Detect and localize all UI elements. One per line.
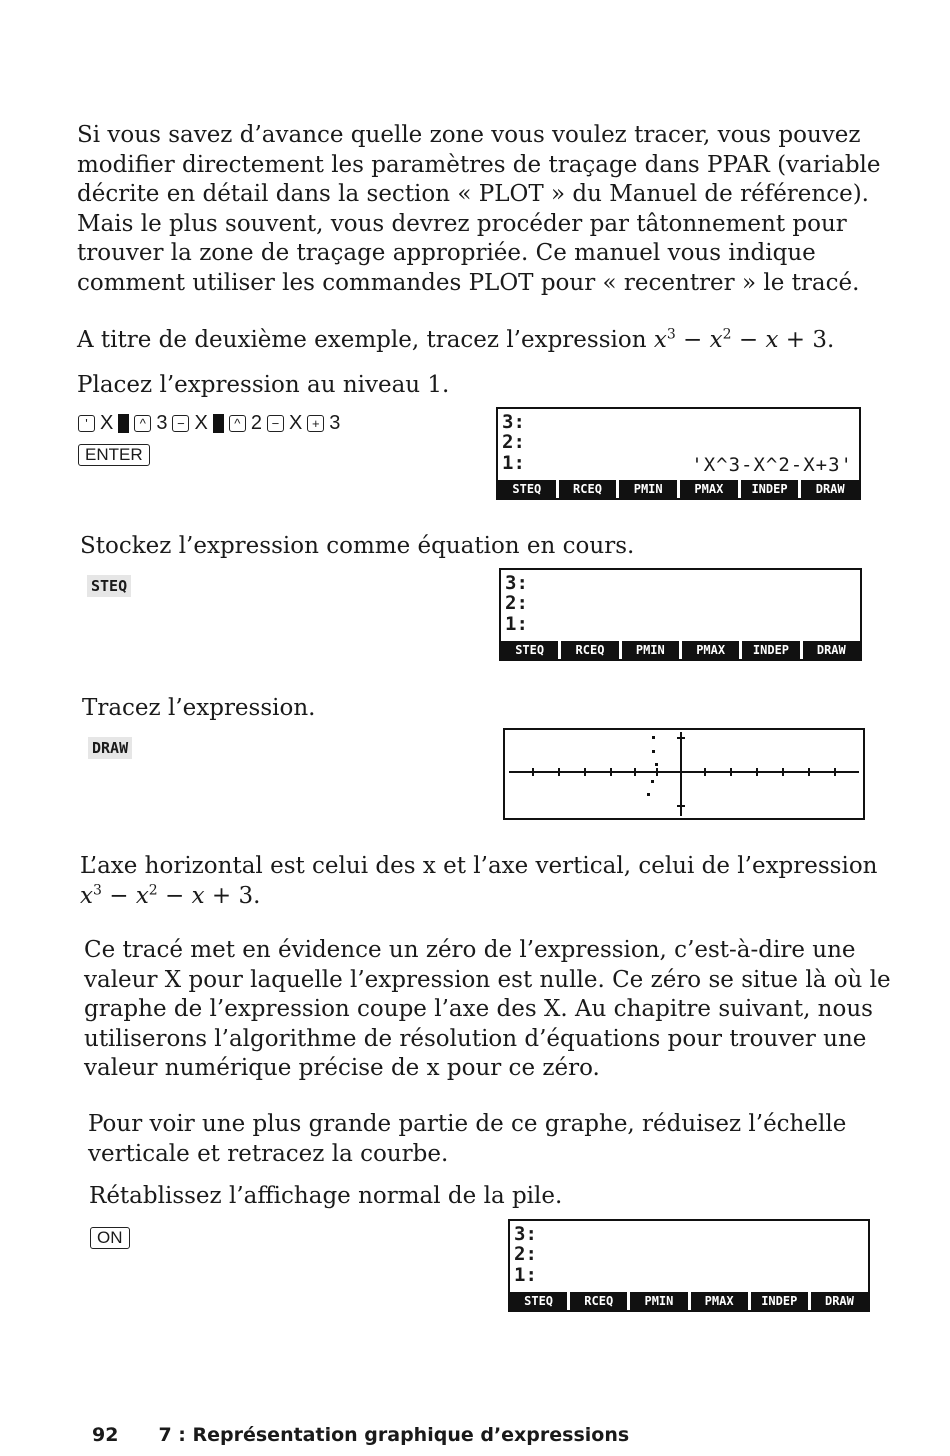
draw-softkey: DRAW: [88, 737, 132, 759]
stack-level-2: 2:: [505, 592, 528, 614]
menu-key-draw: DRAW: [801, 480, 859, 498]
stack-level-3: 3:: [502, 411, 525, 433]
page-footer: [92, 1424, 629, 1446]
key-label: X: [288, 412, 303, 434]
chapter-title: 7 : Représentation graphique d’expressions: [158, 1424, 630, 1446]
stack-level-2: 2:: [514, 1243, 537, 1265]
stack-expression: 'X^3-X^2-X+3': [691, 454, 853, 476]
curve-points: [647, 736, 658, 796]
text-line: $x^3 - x^2 - x + 3$.: [80, 881, 261, 909]
text-line: Pour voir une plus grande partie de ce graphe, réduisez l’échelle: [88, 1111, 847, 1137]
stack-level-1: 1:: [514, 1264, 537, 1286]
scale-paragraph: [88, 1110, 846, 1169]
menu-key-indep: INDEP: [751, 1292, 808, 1310]
steq-softkey: STEQ: [87, 575, 131, 597]
calculator-screen-2: [499, 568, 862, 661]
menu-key-rceq: RCEQ: [570, 1292, 627, 1310]
text-line: graphe de l’expression coupe l’axe des X. Au chapitre suivant, nous: [84, 996, 873, 1023]
menu-key-pmin: PMIN: [630, 1292, 687, 1310]
menu-key-indep: INDEP: [741, 480, 799, 498]
enter-key: ENTER: [78, 444, 150, 466]
zero-paragraph: [84, 936, 891, 1084]
menu-key-pmin: PMIN: [619, 480, 677, 498]
restore-text: Rétablissez l’affichage normal de la pile.: [89, 1183, 563, 1209]
expression-math: $x^3 - x^2 - x + 3$.: [653, 326, 835, 353]
menu-key-draw: DRAW: [803, 641, 860, 659]
menu-bar: [510, 1292, 868, 1310]
shift-key-icon: [118, 414, 129, 433]
page-number: 92: [92, 1424, 119, 1446]
text-line: comment utiliser les commandes PLOT pour « recentrer » le tracé.: [77, 269, 860, 296]
example-intro-text: A titre de deuxième exemple, tracez l’expression: [77, 327, 647, 353]
key-label: 3: [329, 412, 341, 434]
on-key: ON: [90, 1227, 130, 1249]
menu-key-pmin: PMIN: [622, 641, 679, 659]
key-label: X: [100, 412, 114, 434]
menu-key-pmax: PMAX: [682, 641, 739, 659]
menu-key-indep: INDEP: [742, 641, 799, 659]
text-line: valeur numérique précise de x pour ce zéro.: [84, 1055, 600, 1082]
menu-key-steq: STEQ: [501, 641, 558, 659]
menu-key-rceq: RCEQ: [559, 480, 617, 498]
step2-text: Stockez l’expression comme équation en cours.: [80, 533, 635, 559]
calculator-screen-1: [496, 407, 861, 500]
stack-level-1: 1:: [502, 452, 525, 474]
menu-key-steq: STEQ: [510, 1292, 567, 1310]
shift-key-icon: [213, 414, 224, 433]
key-label: X: [194, 412, 208, 434]
step3-text: Tracez l’expression.: [82, 695, 316, 721]
text-line: modifier directement les paramètres de traçage dans PPAR (variable: [77, 151, 881, 178]
menu-key-draw: DRAW: [811, 1292, 868, 1310]
text-line: Mais le plus souvent, vous devrez procéder par tâtonnement pour: [77, 210, 847, 237]
key-power: ^: [229, 415, 246, 432]
text-line: Si vous savez d’avance quelle zone vous voulez tracer, vous pouvez: [77, 122, 861, 148]
menu-bar: [498, 480, 859, 498]
stack-level-2: 2:: [502, 431, 525, 453]
step1-keystrokes: [78, 412, 340, 435]
key-minus: −: [172, 415, 189, 432]
text-line: trouver la zone de traçage appropriée. Ce manuel vous indique: [77, 240, 816, 267]
menu-key-rceq: RCEQ: [561, 641, 618, 659]
text-line: verticale et retracez la courbe.: [88, 1140, 449, 1167]
key-power: ^: [134, 415, 151, 432]
key-label: 3: [156, 412, 168, 434]
axis-paragraph: [80, 852, 878, 911]
key-label: 2: [250, 412, 262, 434]
plot-screen: [503, 728, 865, 820]
text-line: valeur X pour laquelle l’expression est nulle. Ce zéro se situe là où le: [84, 966, 891, 993]
stack-level-3: 3:: [505, 572, 528, 594]
key-plus: +: [307, 415, 324, 432]
text-line: L’axe horizontal est celui des x et l’axe vertical, celui de l’expression: [80, 853, 878, 879]
example-intro: [77, 326, 834, 356]
menu-key-pmax: PMAX: [691, 1292, 748, 1310]
text-line: Ce tracé met en évidence un zéro de l’expression, c’est-à-dire une: [84, 937, 856, 963]
menu-key-pmax: PMAX: [680, 480, 738, 498]
menu-bar: [501, 641, 860, 659]
calculator-screen-3: [508, 1219, 870, 1312]
intro-paragraph: [77, 121, 881, 299]
key-minus: −: [267, 415, 284, 432]
text-line: utiliserons l’algorithme de résolution d’équations pour trouver une: [84, 1025, 867, 1052]
stack-level-1: 1:: [505, 613, 528, 635]
step1-text: Placez l’expression au niveau 1.: [77, 372, 450, 398]
plot-graph: [505, 730, 863, 818]
menu-key-steq: STEQ: [498, 480, 556, 498]
key-quote: ': [78, 415, 95, 432]
stack-level-3: 3:: [514, 1223, 537, 1245]
text-line: décrite en détail dans la section « PLOT » du Manuel de référence).: [77, 181, 869, 208]
